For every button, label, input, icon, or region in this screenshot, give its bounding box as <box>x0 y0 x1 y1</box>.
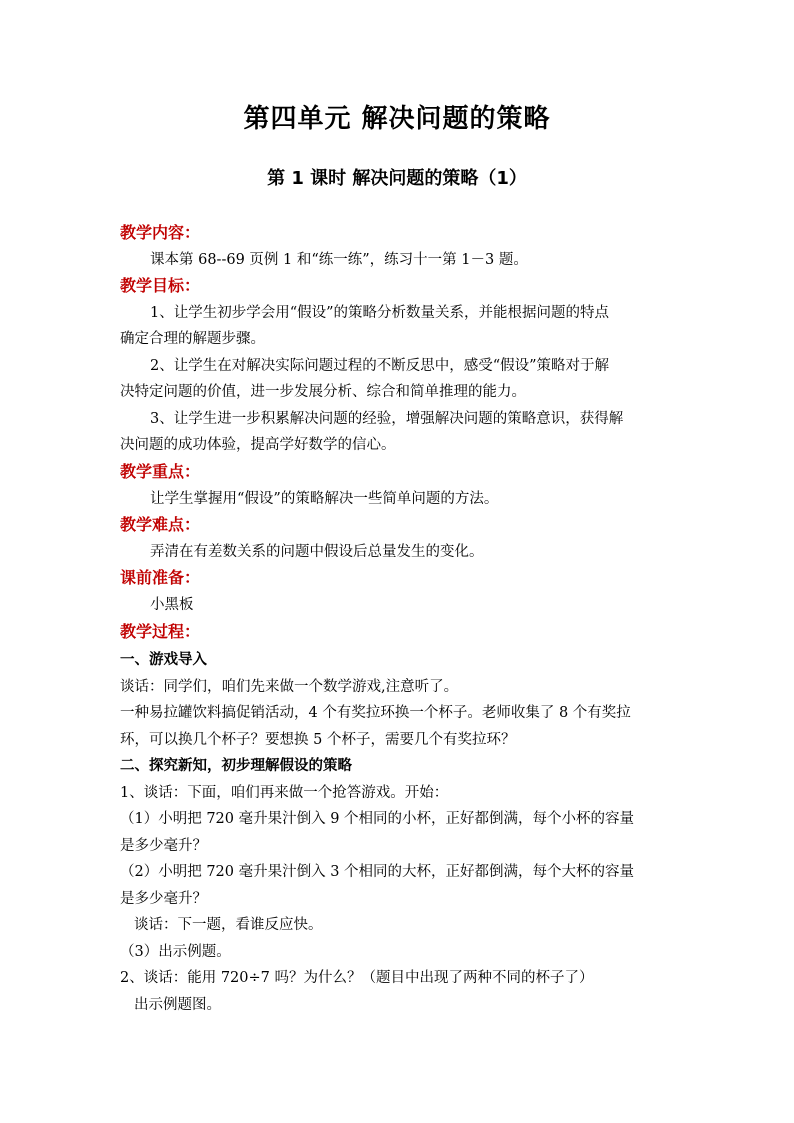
goal-1-line-1: 1、让学生初步学会用“假设”的策略分析数量关系，并能根据问题的特点 <box>150 305 610 321</box>
goals-heading: 教学目标： <box>120 276 201 295</box>
content-text: 课本第 68--69 页例 1 和“练一练”，练习十一第 1－3 题。 <box>150 252 528 268</box>
goal-3-line-2: 决问题的成功体验，提高学好数学的信心。 <box>120 437 396 453</box>
goal-2-line-2: 决特定问题的价值，进一步发展分析、综合和简单推理的能力。 <box>120 384 526 400</box>
part-2-line-8: 2、谈话：能用 720÷7 吗？为什么？（题目中出现了两种不同的杯子了） <box>120 970 594 986</box>
part-2-line-9: 出示例题图。 <box>134 997 221 1013</box>
part-2-line-2: （1）小明把 720 毫升果汁倒入 9 个相同的小杯，正好都倒满，每个小杯的容量 <box>120 811 635 827</box>
goal-1-line-2: 确定合理的解题步骤。 <box>120 331 265 347</box>
goal-2-line-1: 2、让学生在对解决实际问题过程的不断反思中，感受“假设”策略对于解 <box>150 358 610 374</box>
process-heading: 教学过程： <box>120 622 201 641</box>
part-2-line-3: 是多少毫升？ <box>120 838 207 854</box>
part-2-line-1: 1、谈话：下面，咱们再来做一个抢答游戏。开始： <box>120 785 449 801</box>
part-1-line-3: 环，可以换几个杯子？要想换 5 个杯子，需要几个有奖拉环？ <box>120 732 516 748</box>
content-heading: 教学内容： <box>120 223 201 242</box>
part-2-title: 二、探究新知，初步理解假设的策略 <box>120 758 352 774</box>
key-point-text: 让学生掌握用“假设”的策略解决一些简单问题的方法。 <box>150 491 499 507</box>
part-1-line-1: 谈话：同学们，咱们先来做一个数学游戏,注意听了。 <box>120 679 459 695</box>
part-2-line-7: （3）出示例题。 <box>120 944 231 960</box>
difficulty-text: 弄清在有差数关系的问题中假设后总量发生的变化。 <box>150 544 484 560</box>
page-title: 第四单元 解决问题的策略 <box>243 104 551 134</box>
part-2-line-4: （2）小明把 720 毫升果汁倒入 3 个相同的大杯，正好都倒满，每个大杯的容量 <box>120 864 635 880</box>
preparation-heading: 课前准备： <box>120 568 201 587</box>
goal-3-line-1: 3、让学生进一步积累解决问题的经验，增强解决问题的策略意识，获得解 <box>150 411 624 427</box>
part-2-line-6: 谈话：下一题，看谁反应快。 <box>134 917 323 933</box>
part-2-line-5: 是多少毫升？ <box>120 891 207 907</box>
key-point-heading: 教学重点： <box>120 462 201 481</box>
part-1-title: 一、游戏导入 <box>120 652 207 668</box>
difficulty-heading: 教学难点： <box>120 515 201 534</box>
lesson-subtitle: 第 1 课时 解决问题的策略（1） <box>267 168 527 189</box>
part-1-line-2: 一种易拉罐饮料搞促销活动，4 个有奖拉环换一个杯子。老师收集了 8 个有奖拉 <box>120 705 631 721</box>
preparation-text: 小黑板 <box>150 597 194 613</box>
